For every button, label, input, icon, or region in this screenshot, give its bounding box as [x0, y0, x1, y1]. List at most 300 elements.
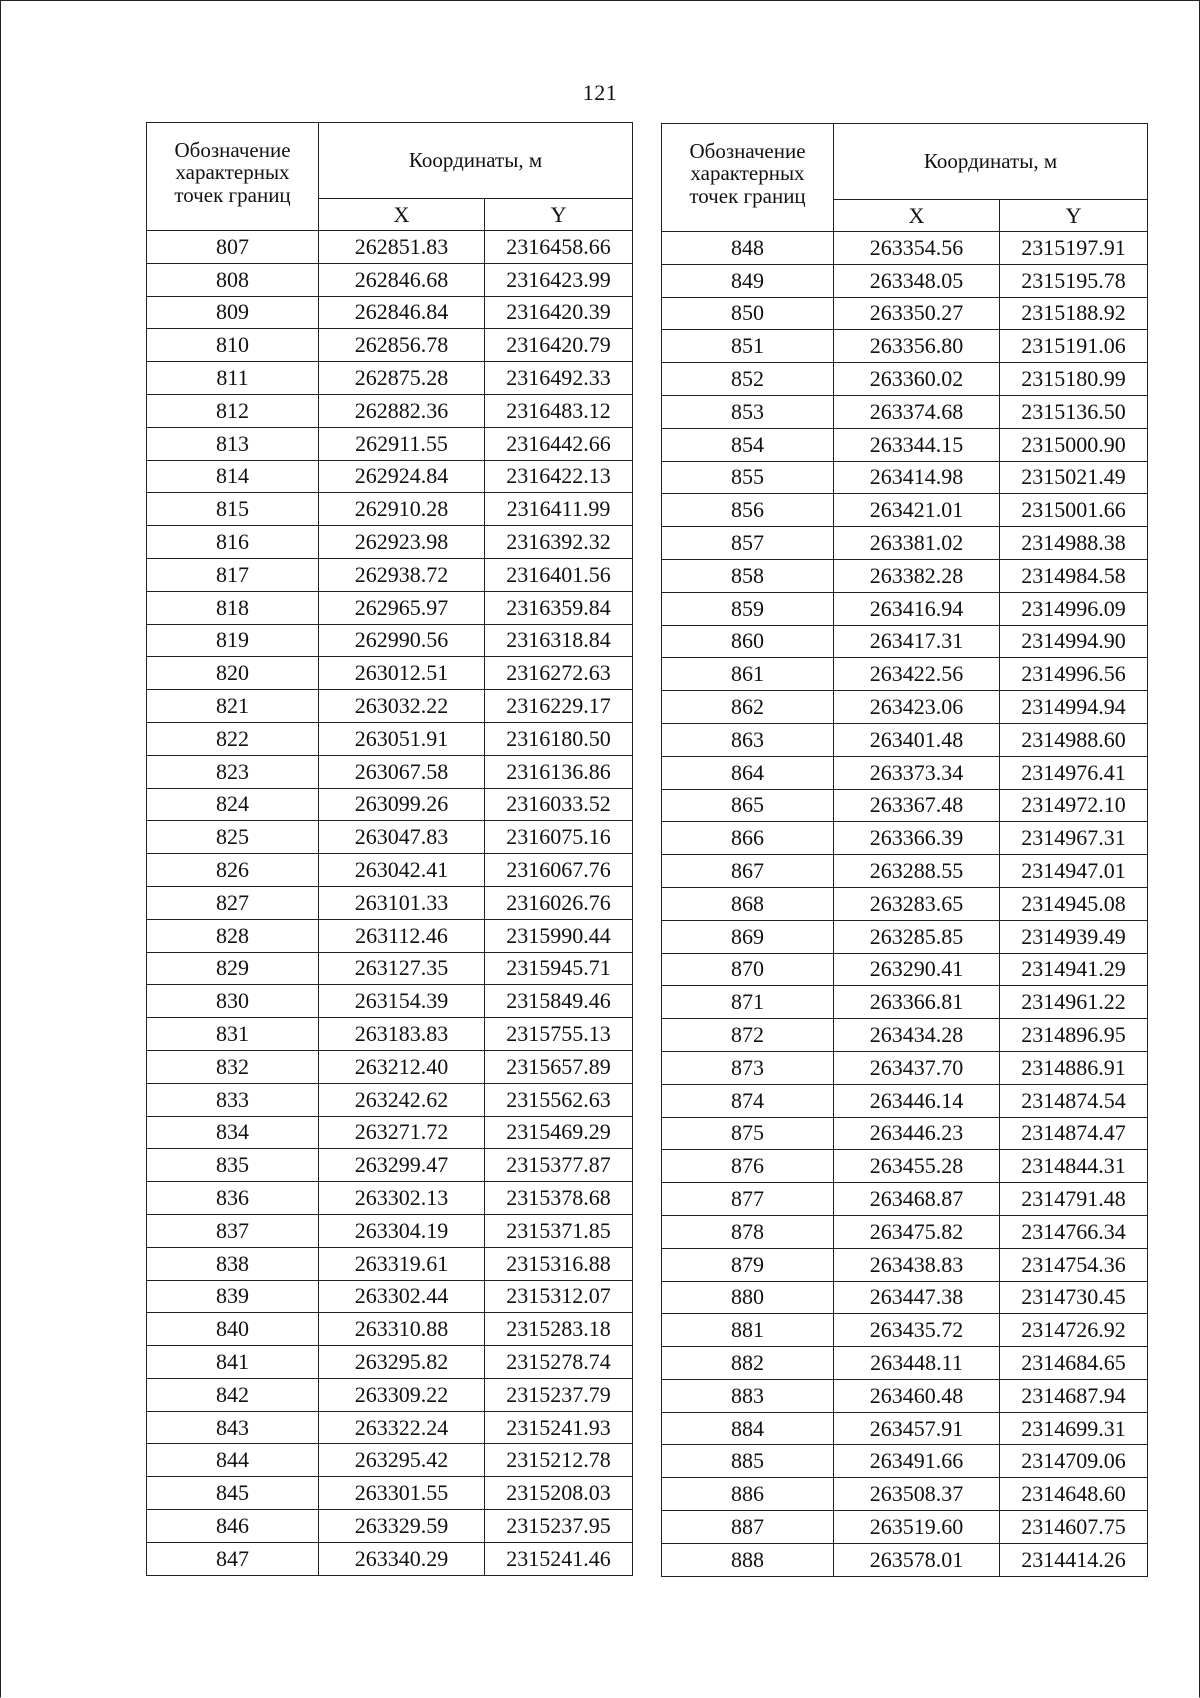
y-coordinate-cell: 2314730.45 [1000, 1281, 1148, 1314]
y-coordinate-cell: 2314988.60 [1000, 723, 1148, 756]
table-row [662, 756, 1148, 789]
table-row [662, 297, 1148, 330]
table-row [662, 232, 1148, 265]
point-id-cell: 815 [147, 493, 319, 526]
x-header: X [319, 199, 485, 231]
table-row [662, 822, 1148, 855]
point-id-cell: 834 [147, 1116, 319, 1149]
y-coordinate-cell: 2316422.13 [485, 460, 633, 493]
x-coordinate-cell: 263382.28 [834, 559, 1000, 592]
table-row [662, 363, 1148, 396]
table-row [662, 1117, 1148, 1150]
table-row [147, 1542, 633, 1575]
table-row [147, 1214, 633, 1247]
point-id-cell: 881 [662, 1314, 834, 1347]
y-coordinate-cell: 2316136.86 [485, 755, 633, 788]
table-row [147, 952, 633, 985]
y-coordinate-cell: 2314939.49 [1000, 920, 1148, 953]
table-row [662, 1084, 1148, 1117]
point-id-cell: 819 [147, 624, 319, 657]
table-row [147, 886, 633, 919]
coords-header: Координаты, м [319, 123, 633, 199]
x-coordinate-cell: 263414.98 [834, 461, 1000, 494]
table-row [662, 1051, 1148, 1084]
x-coordinate-cell: 262882.36 [319, 394, 485, 427]
y-coordinate-cell: 2316458.66 [485, 231, 633, 264]
y-header: Y [485, 199, 633, 231]
y-coordinate-cell: 2315755.13 [485, 1018, 633, 1051]
y-coordinate-cell: 2314945.08 [1000, 887, 1148, 920]
point-id-cell: 863 [662, 723, 834, 756]
y-coordinate-cell: 2314961.22 [1000, 986, 1148, 1019]
table-row [662, 855, 1148, 888]
point-id-cell: 826 [147, 854, 319, 887]
table-row [662, 1314, 1148, 1347]
y-coordinate-cell: 2314874.54 [1000, 1084, 1148, 1117]
y-coordinate-cell: 2315469.29 [485, 1116, 633, 1149]
x-coordinate-cell: 263302.44 [319, 1280, 485, 1313]
x-coordinate-cell: 263112.46 [319, 919, 485, 952]
table-row [662, 395, 1148, 428]
point-id-cell: 878 [662, 1215, 834, 1248]
x-coordinate-cell: 263373.34 [834, 756, 1000, 789]
table-row [147, 1313, 633, 1346]
x-coordinate-cell: 262856.78 [319, 329, 485, 362]
point-id-cell: 883 [662, 1379, 834, 1412]
y-coordinate-cell: 2315195.78 [1000, 264, 1148, 297]
x-coordinate-cell: 263285.85 [834, 920, 1000, 953]
y-coordinate-cell: 2315197.91 [1000, 232, 1148, 265]
table-row [662, 953, 1148, 986]
x-coordinate-cell: 263067.58 [319, 755, 485, 788]
x-coordinate-cell: 263290.41 [834, 953, 1000, 986]
x-coordinate-cell: 263434.28 [834, 1019, 1000, 1052]
table-row [147, 493, 633, 526]
point-id-cell: 876 [662, 1150, 834, 1183]
point-id-cell: 874 [662, 1084, 834, 1117]
x-coordinate-cell: 262875.28 [319, 362, 485, 395]
point-id-cell: 864 [662, 756, 834, 789]
y-coordinate-cell: 2316318.84 [485, 624, 633, 657]
table-row [662, 592, 1148, 625]
point-id-cell: 886 [662, 1478, 834, 1511]
point-id-cell: 820 [147, 657, 319, 690]
point-id-cell: 840 [147, 1313, 319, 1346]
x-coordinate-cell: 263401.48 [834, 723, 1000, 756]
point-id-cell: 861 [662, 658, 834, 691]
y-coordinate-cell: 2314947.01 [1000, 855, 1148, 888]
x-coordinate-cell: 263421.01 [834, 494, 1000, 527]
point-id-cell: 841 [147, 1346, 319, 1379]
y-coordinate-cell: 2315378.68 [485, 1182, 633, 1215]
y-coordinate-cell: 2314754.36 [1000, 1248, 1148, 1281]
table-row [147, 526, 633, 559]
y-coordinate-cell: 2315990.44 [485, 919, 633, 952]
x-coordinate-cell: 263183.83 [319, 1018, 485, 1051]
table-row [662, 494, 1148, 527]
y-coordinate-cell: 2316442.66 [485, 427, 633, 460]
x-coordinate-cell: 263047.83 [319, 821, 485, 854]
point-id-cell: 873 [662, 1051, 834, 1084]
x-coordinate-cell: 263475.82 [834, 1215, 1000, 1248]
y-coordinate-cell: 2316401.56 [485, 558, 633, 591]
point-id-cell: 816 [147, 526, 319, 559]
table-row [662, 887, 1148, 920]
table-row [147, 1510, 633, 1543]
table-row [662, 1379, 1148, 1412]
point-id-cell: 836 [147, 1182, 319, 1215]
point-id-cell: 845 [147, 1477, 319, 1510]
x-coordinate-cell: 263012.51 [319, 657, 485, 690]
table-row [147, 591, 633, 624]
point-id-cell: 812 [147, 394, 319, 427]
point-id-cell: 859 [662, 592, 834, 625]
point-id-cell: 879 [662, 1248, 834, 1281]
x-coordinate-cell: 263366.81 [834, 986, 1000, 1019]
table-row [662, 559, 1148, 592]
y-coordinate-cell: 2316420.39 [485, 296, 633, 329]
x-coordinate-cell: 262965.97 [319, 591, 485, 624]
point-label-header [147, 123, 319, 231]
table-row [147, 460, 633, 493]
y-coordinate-cell: 2314972.10 [1000, 789, 1148, 822]
y-coordinate-cell: 2316067.76 [485, 854, 633, 887]
point-id-cell: 888 [662, 1543, 834, 1576]
point-label-line1: Обозначение [174, 138, 291, 163]
x-coordinate-cell: 263519.60 [834, 1511, 1000, 1544]
point-id-cell: 809 [147, 296, 319, 329]
x-coordinate-cell: 262851.83 [319, 231, 485, 264]
point-id-cell: 811 [147, 362, 319, 395]
x-coordinate-cell: 263242.62 [319, 1083, 485, 1116]
point-id-cell: 882 [662, 1347, 834, 1380]
x-coordinate-cell: 263508.37 [834, 1478, 1000, 1511]
x-coordinate-cell: 263271.72 [319, 1116, 485, 1149]
y-coordinate-cell: 2315945.71 [485, 952, 633, 985]
table-row [662, 986, 1148, 1019]
point-id-cell: 825 [147, 821, 319, 854]
point-id-cell: 870 [662, 953, 834, 986]
table-row [147, 755, 633, 788]
table-row [662, 1412, 1148, 1445]
point-id-cell: 822 [147, 722, 319, 755]
point-id-cell: 854 [662, 428, 834, 461]
y-coordinate-cell: 2315316.88 [485, 1247, 633, 1280]
table-row [147, 788, 633, 821]
x-coordinate-cell: 263374.68 [834, 395, 1000, 428]
point-id-cell: 875 [662, 1117, 834, 1150]
y-coordinate-cell: 2314941.29 [1000, 953, 1148, 986]
y-coordinate-cell: 2316483.12 [485, 394, 633, 427]
x-coordinate-cell: 262910.28 [319, 493, 485, 526]
table-row [662, 723, 1148, 756]
x-coordinate-cell: 263154.39 [319, 985, 485, 1018]
y-coordinate-cell: 2314874.47 [1000, 1117, 1148, 1150]
y-coordinate-cell: 2316229.17 [485, 690, 633, 723]
y-coordinate-cell: 2315191.06 [1000, 330, 1148, 363]
point-id-cell: 862 [662, 691, 834, 724]
table-row [147, 329, 633, 362]
y-coordinate-cell: 2314994.94 [1000, 691, 1148, 724]
x-coordinate-cell: 263319.61 [319, 1247, 485, 1280]
table-body-left [147, 231, 633, 1576]
x-coordinate-cell: 263354.56 [834, 232, 1000, 265]
point-id-cell: 884 [662, 1412, 834, 1445]
table-row [662, 330, 1148, 363]
x-coordinate-cell: 262846.84 [319, 296, 485, 329]
x-coordinate-cell: 263360.02 [834, 363, 1000, 396]
table-row [147, 1280, 633, 1313]
table-body-right [662, 232, 1148, 1577]
table-row [662, 428, 1148, 461]
y-coordinate-cell: 2315241.46 [485, 1542, 633, 1575]
point-id-cell: 829 [147, 952, 319, 985]
table-row [147, 362, 633, 395]
table-row [147, 624, 633, 657]
point-id-cell: 823 [147, 755, 319, 788]
table-row [147, 1116, 633, 1149]
y-coordinate-cell: 2315562.63 [485, 1083, 633, 1116]
x-coordinate-cell: 262846.68 [319, 263, 485, 296]
x-coordinate-cell: 263460.48 [834, 1379, 1000, 1412]
table-row [662, 920, 1148, 953]
y-coordinate-cell: 2316392.32 [485, 526, 633, 559]
y-coordinate-cell: 2315000.90 [1000, 428, 1148, 461]
y-coordinate-cell: 2314886.91 [1000, 1051, 1148, 1084]
point-id-cell: 847 [147, 1542, 319, 1575]
point-label-line2: характерных [175, 160, 290, 185]
x-coordinate-cell: 263417.31 [834, 625, 1000, 658]
table-row [147, 427, 633, 460]
table-row [147, 1444, 633, 1477]
y-coordinate-cell: 2315237.95 [485, 1510, 633, 1543]
y-coordinate-cell: 2315377.87 [485, 1149, 633, 1182]
x-coordinate-cell: 263468.87 [834, 1183, 1000, 1216]
x-coordinate-cell: 263101.33 [319, 886, 485, 919]
y-coordinate-cell: 2316033.52 [485, 788, 633, 821]
x-coordinate-cell: 263051.91 [319, 722, 485, 755]
point-id-cell: 885 [662, 1445, 834, 1478]
point-id-cell: 869 [662, 920, 834, 953]
coordinates-table-right [661, 123, 1148, 1577]
y-coordinate-cell: 2314994.90 [1000, 625, 1148, 658]
y-coordinate-cell: 2315180.99 [1000, 363, 1148, 396]
table-row [147, 1182, 633, 1215]
table-row [147, 1247, 633, 1280]
point-id-cell: 853 [662, 395, 834, 428]
point-id-cell: 817 [147, 558, 319, 591]
point-id-cell: 850 [662, 297, 834, 330]
x-coordinate-cell: 263295.42 [319, 1444, 485, 1477]
point-label-header [662, 124, 834, 232]
y-coordinate-cell: 2315212.78 [485, 1444, 633, 1477]
y-coordinate-cell: 2314709.06 [1000, 1445, 1148, 1478]
x-coordinate-cell: 263446.14 [834, 1084, 1000, 1117]
table-row [147, 690, 633, 723]
x-coordinate-cell: 263310.88 [319, 1313, 485, 1346]
table-row [662, 1445, 1148, 1478]
y-coordinate-cell: 2314988.38 [1000, 527, 1148, 560]
point-id-cell: 857 [662, 527, 834, 560]
y-coordinate-cell: 2315849.46 [485, 985, 633, 1018]
x-coordinate-cell: 263348.05 [834, 264, 1000, 297]
y-coordinate-cell: 2315657.89 [485, 1050, 633, 1083]
x-coordinate-cell: 263435.72 [834, 1314, 1000, 1347]
x-coordinate-cell: 263288.55 [834, 855, 1000, 888]
y-coordinate-cell: 2315001.66 [1000, 494, 1148, 527]
table-row [662, 1478, 1148, 1511]
y-coordinate-cell: 2314766.34 [1000, 1215, 1148, 1248]
point-id-cell: 843 [147, 1411, 319, 1444]
point-id-cell: 835 [147, 1149, 319, 1182]
y-coordinate-cell: 2315188.92 [1000, 297, 1148, 330]
point-id-cell: 837 [147, 1214, 319, 1247]
y-coordinate-cell: 2314967.31 [1000, 822, 1148, 855]
point-id-cell: 842 [147, 1378, 319, 1411]
x-coordinate-cell: 263356.80 [834, 330, 1000, 363]
table-row [662, 625, 1148, 658]
y-coordinate-cell: 2316026.76 [485, 886, 633, 919]
y-coordinate-cell: 2314687.94 [1000, 1379, 1148, 1412]
x-coordinate-cell: 263437.70 [834, 1051, 1000, 1084]
point-id-cell: 880 [662, 1281, 834, 1314]
y-coordinate-cell: 2316359.84 [485, 591, 633, 624]
point-label-line3: точек границ [174, 182, 291, 207]
x-coordinate-cell: 263491.66 [834, 1445, 1000, 1478]
y-coordinate-cell: 2314844.31 [1000, 1150, 1148, 1183]
point-label-line1: Обозначение [689, 139, 806, 164]
x-coordinate-cell: 263446.23 [834, 1117, 1000, 1150]
table-row [147, 231, 633, 264]
point-id-cell: 887 [662, 1511, 834, 1544]
table-row [147, 1018, 633, 1051]
point-id-cell: 865 [662, 789, 834, 822]
point-id-cell: 814 [147, 460, 319, 493]
point-id-cell: 827 [147, 886, 319, 919]
x-coordinate-cell: 263283.65 [834, 887, 1000, 920]
y-coordinate-cell: 2316492.33 [485, 362, 633, 395]
x-coordinate-cell: 262923.98 [319, 526, 485, 559]
y-coordinate-cell: 2314984.58 [1000, 559, 1148, 592]
point-id-cell: 830 [147, 985, 319, 1018]
table-row [147, 722, 633, 755]
point-id-cell: 832 [147, 1050, 319, 1083]
y-coordinate-cell: 2315208.03 [485, 1477, 633, 1510]
point-id-cell: 818 [147, 591, 319, 624]
x-coordinate-cell: 263099.26 [319, 788, 485, 821]
point-id-cell: 852 [662, 363, 834, 396]
table-row [147, 263, 633, 296]
point-label-line3: точек границ [689, 183, 806, 208]
y-coordinate-cell: 2316420.79 [485, 329, 633, 362]
point-id-cell: 831 [147, 1018, 319, 1051]
y-coordinate-cell: 2315241.93 [485, 1411, 633, 1444]
y-coordinate-cell: 2314791.48 [1000, 1183, 1148, 1216]
x-coordinate-cell: 263309.22 [319, 1378, 485, 1411]
x-coordinate-cell: 263448.11 [834, 1347, 1000, 1380]
point-id-cell: 868 [662, 887, 834, 920]
y-coordinate-cell: 2314996.56 [1000, 658, 1148, 691]
table-row [147, 657, 633, 690]
table-row [147, 1083, 633, 1116]
y-coordinate-cell: 2315278.74 [485, 1346, 633, 1379]
coords-header: Координаты, м [834, 124, 1148, 200]
table-row [662, 1347, 1148, 1380]
point-id-cell: 855 [662, 461, 834, 494]
table-row [147, 1149, 633, 1182]
y-coordinate-cell: 2315283.18 [485, 1313, 633, 1346]
point-id-cell: 821 [147, 690, 319, 723]
y-coordinate-cell: 2316423.99 [485, 263, 633, 296]
x-coordinate-cell: 263322.24 [319, 1411, 485, 1444]
x-coordinate-cell: 263344.15 [834, 428, 1000, 461]
table-row [662, 264, 1148, 297]
x-coordinate-cell: 263212.40 [319, 1050, 485, 1083]
table-row [662, 1248, 1148, 1281]
point-id-cell: 849 [662, 264, 834, 297]
y-coordinate-cell: 2314648.60 [1000, 1478, 1148, 1511]
x-coordinate-cell: 263381.02 [834, 527, 1000, 560]
x-coordinate-cell: 263042.41 [319, 854, 485, 887]
x-coordinate-cell: 263455.28 [834, 1150, 1000, 1183]
point-id-cell: 872 [662, 1019, 834, 1052]
x-coordinate-cell: 263302.13 [319, 1182, 485, 1215]
table-row [147, 854, 633, 887]
x-coordinate-cell: 263423.06 [834, 691, 1000, 724]
table-row [662, 1150, 1148, 1183]
table-row [147, 558, 633, 591]
y-coordinate-cell: 2314896.95 [1000, 1019, 1148, 1052]
table-row [662, 1543, 1148, 1576]
y-coordinate-cell: 2315371.85 [485, 1214, 633, 1247]
y-coordinate-cell: 2314699.31 [1000, 1412, 1148, 1445]
point-id-cell: 871 [662, 986, 834, 1019]
point-id-cell: 844 [147, 1444, 319, 1477]
point-id-cell: 858 [662, 559, 834, 592]
table-row [147, 985, 633, 1018]
point-id-cell: 813 [147, 427, 319, 460]
y-header: Y [1000, 200, 1148, 232]
point-id-cell: 808 [147, 263, 319, 296]
table-row [147, 1050, 633, 1083]
x-coordinate-cell: 263366.39 [834, 822, 1000, 855]
point-id-cell: 824 [147, 788, 319, 821]
point-id-cell: 838 [147, 1247, 319, 1280]
x-coordinate-cell: 263578.01 [834, 1543, 1000, 1576]
x-coordinate-cell: 262911.55 [319, 427, 485, 460]
x-coordinate-cell: 263340.29 [319, 1542, 485, 1575]
table-row [147, 1411, 633, 1444]
y-coordinate-cell: 2314976.41 [1000, 756, 1148, 789]
x-coordinate-cell: 263301.55 [319, 1477, 485, 1510]
table-row [662, 1511, 1148, 1544]
y-coordinate-cell: 2315136.50 [1000, 395, 1148, 428]
y-coordinate-cell: 2316075.16 [485, 821, 633, 854]
y-coordinate-cell: 2316180.50 [485, 722, 633, 755]
table-row [147, 919, 633, 952]
point-label-line2: характерных [690, 161, 805, 186]
table-row [662, 691, 1148, 724]
x-coordinate-cell: 263447.38 [834, 1281, 1000, 1314]
point-id-cell: 839 [147, 1280, 319, 1313]
point-id-cell: 860 [662, 625, 834, 658]
x-coordinate-cell: 262924.84 [319, 460, 485, 493]
point-id-cell: 866 [662, 822, 834, 855]
table-row [662, 1183, 1148, 1216]
table-row [147, 1378, 633, 1411]
x-coordinate-cell: 263032.22 [319, 690, 485, 723]
coordinates-table-left [146, 122, 633, 1576]
